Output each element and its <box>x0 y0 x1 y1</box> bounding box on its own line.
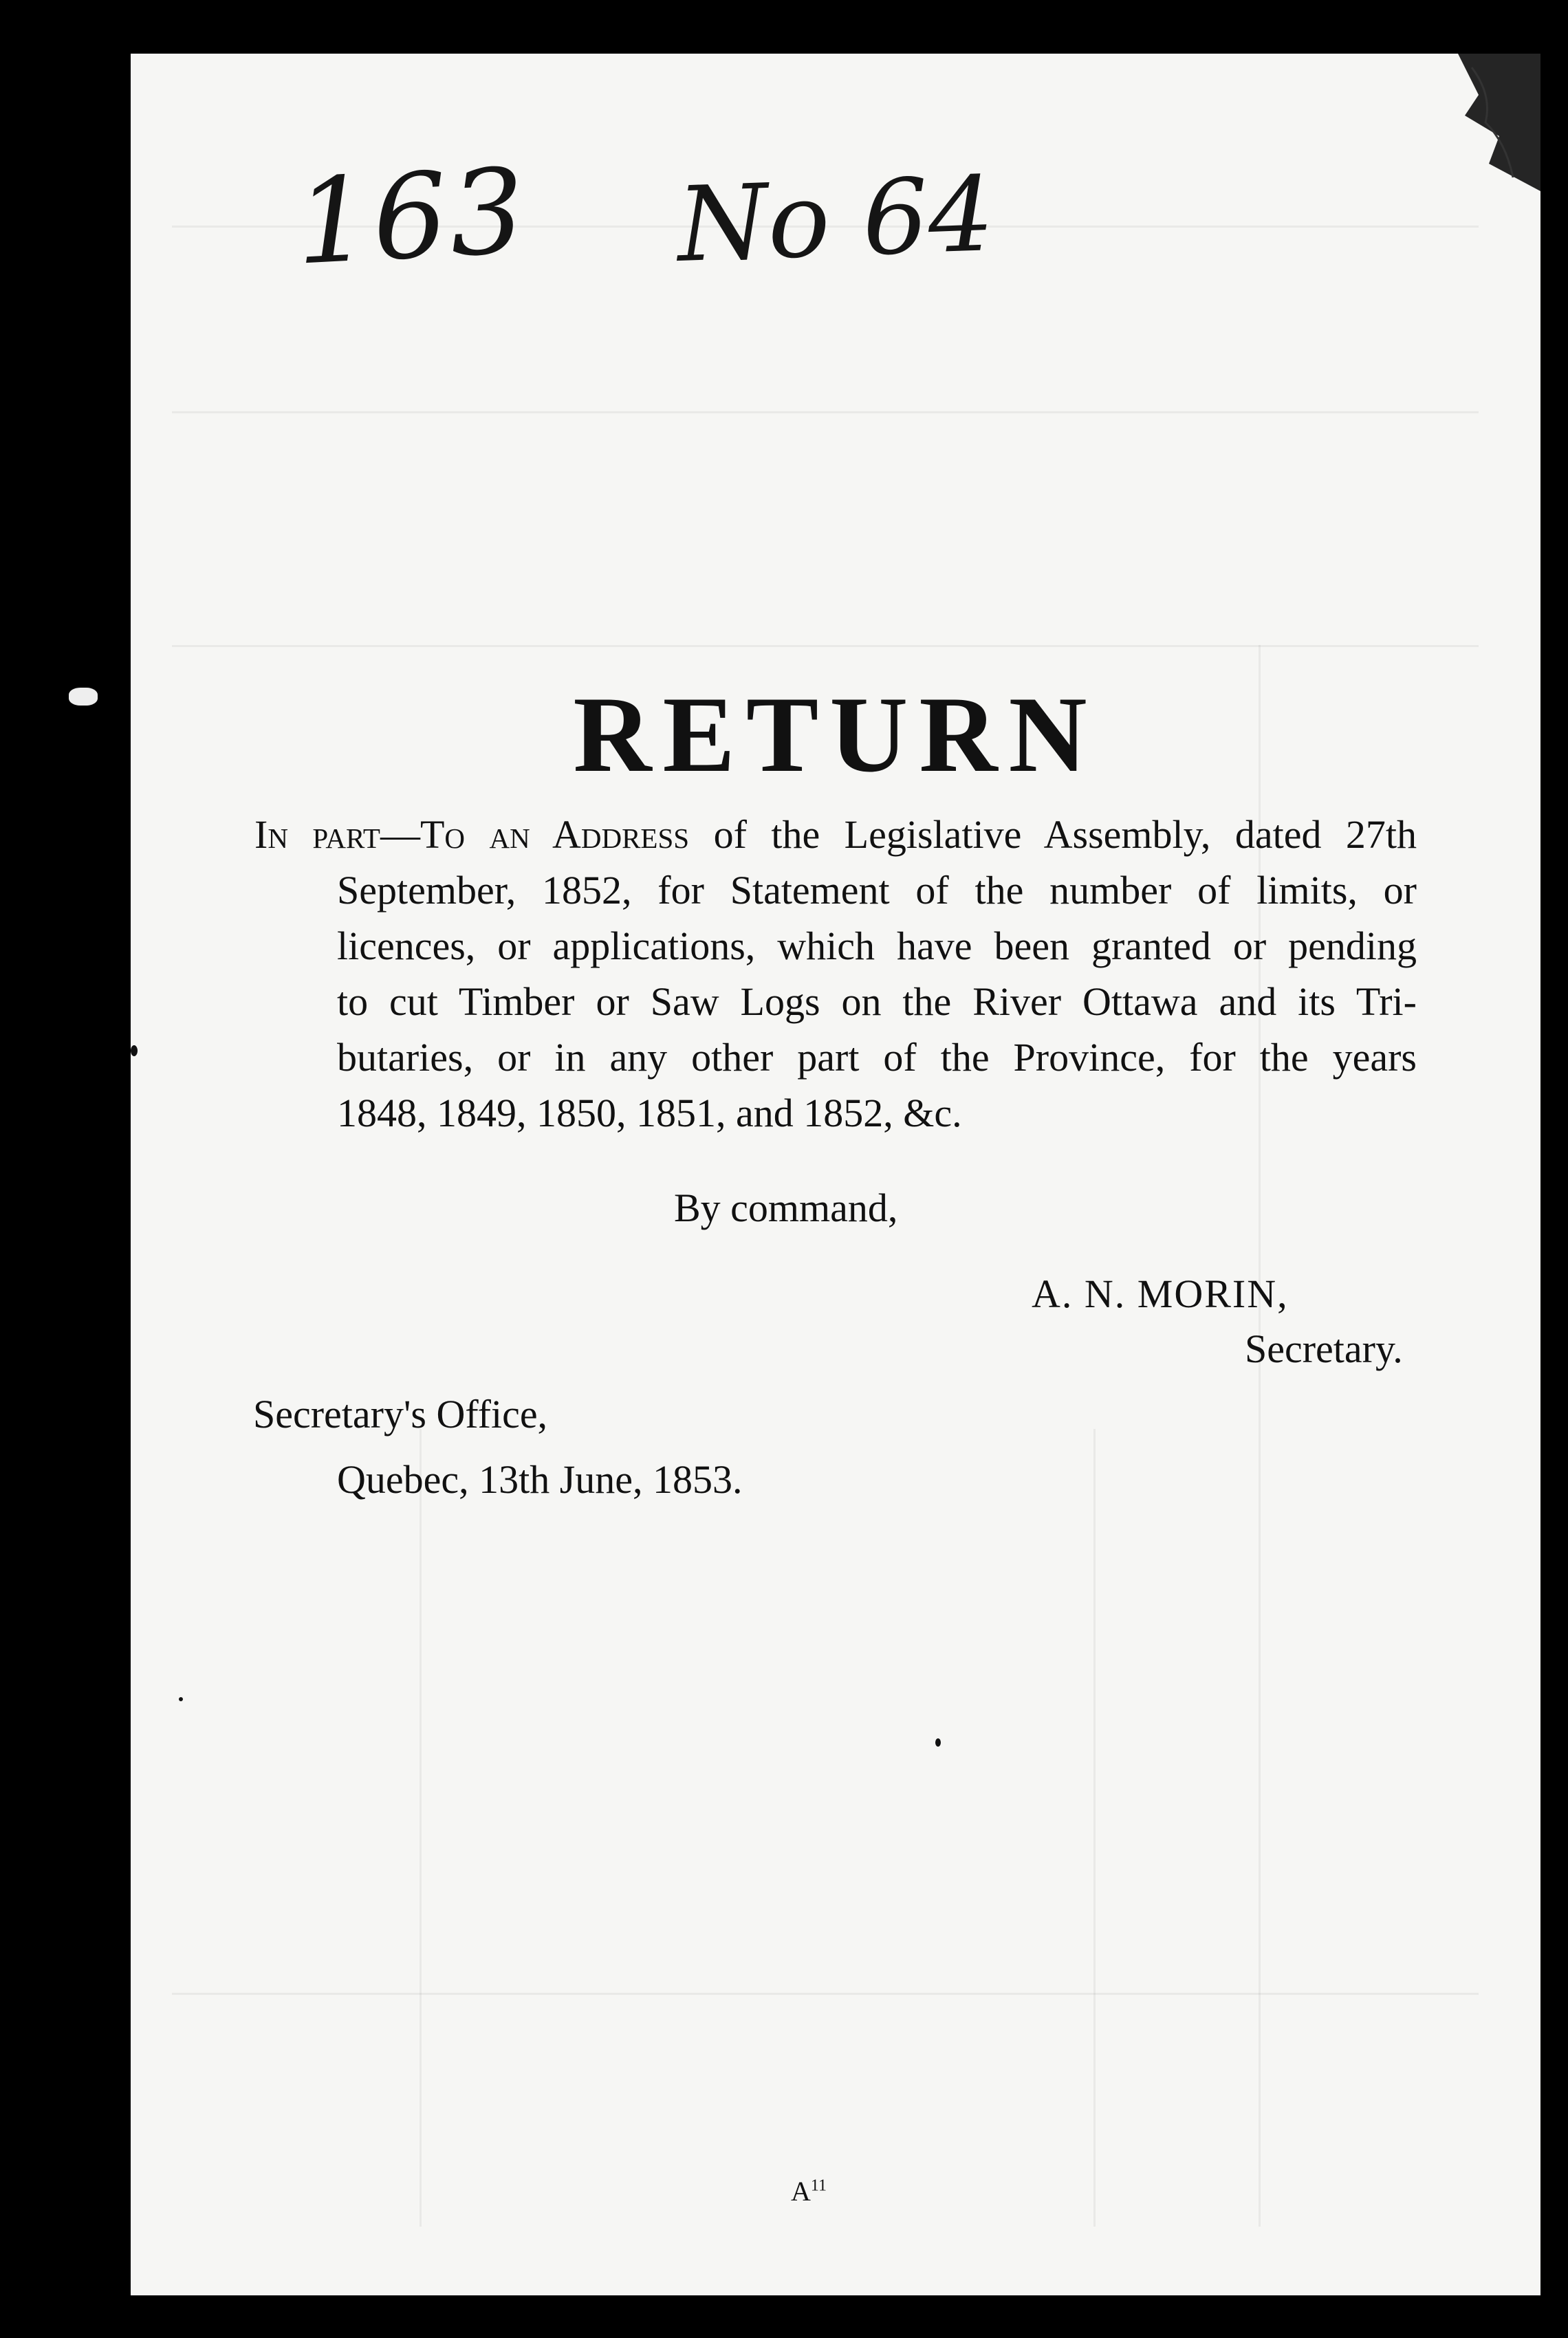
address-line-1-text: of the Legislative Assembly, dated 27th <box>689 812 1417 857</box>
signature-mark-letter: A <box>791 2176 811 2207</box>
ink-speck <box>179 1697 183 1701</box>
signer-title: Secretary. <box>1245 1326 1403 1371</box>
document-title: RETURN <box>573 675 1098 795</box>
address-lead-to-address: To an Address <box>420 812 690 857</box>
address-paragraph <box>254 807 1417 1141</box>
signer-name: A. N. MORIN, <box>1032 1271 1289 1316</box>
document-page <box>131 54 1540 2295</box>
address-line-2: September, 1852, for Statement of the number of limits, or <box>337 868 1417 913</box>
address-line-3: licences, or applications, which have been granted or pending <box>337 924 1417 968</box>
bleed-rule <box>172 1993 1479 1995</box>
address-line-1 <box>254 807 1417 862</box>
address-line-6: 1848, 1849, 1850, 1851, and 1852, &c. <box>337 1091 962 1135</box>
address-dash: — <box>380 812 420 857</box>
office-name: Secretary's Office, <box>253 1392 548 1436</box>
bleed-rule <box>172 411 1479 413</box>
bleed-rule <box>1093 1429 1096 2227</box>
address-line-4: to cut Timber or Saw Logs on the River Ottawa and its Tri- <box>337 979 1417 1024</box>
address-lead-in-part: In part <box>254 812 380 857</box>
handwritten-number: 163 <box>292 143 531 292</box>
margin-blot <box>69 688 98 706</box>
office-date: Quebec, 13th June, 1853. <box>337 1457 743 1502</box>
bleed-rule <box>172 645 1479 647</box>
handwritten-reference: No 64 <box>675 155 997 285</box>
bleed-rule <box>420 1429 422 2227</box>
margin-speck <box>131 1045 138 1056</box>
signature-mark-number: 11 <box>810 2176 827 2195</box>
signature-mark <box>791 2175 827 2207</box>
corner-tear-icon <box>1451 54 1540 191</box>
ink-speck <box>935 1738 941 1747</box>
by-command: By command, <box>674 1186 898 1230</box>
address-line-5: butaries, or in any other part of the Province, for the years <box>337 1035 1417 1080</box>
